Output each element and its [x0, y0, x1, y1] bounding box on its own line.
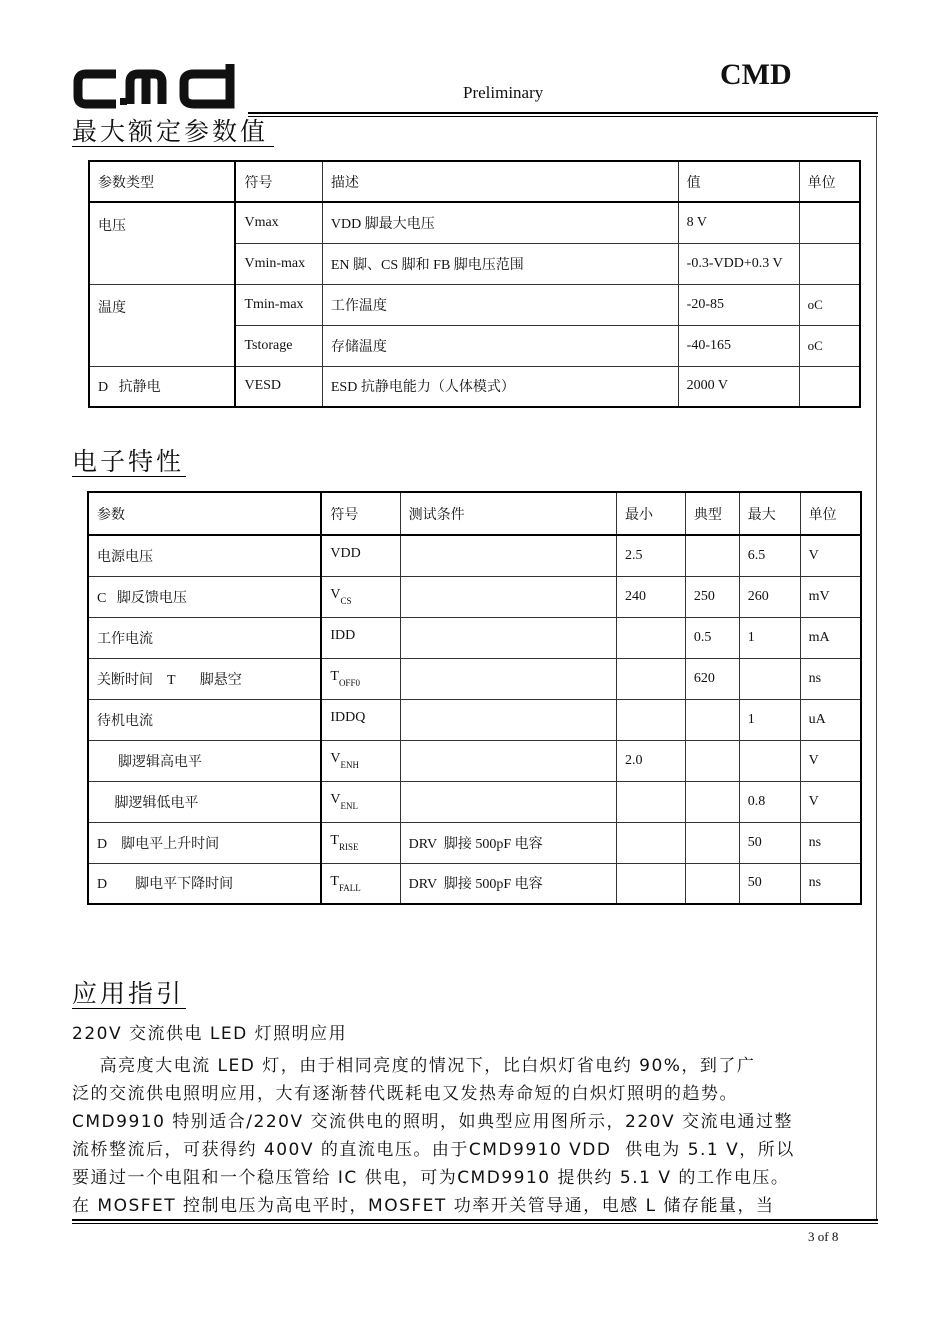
param-type-cell: 电压: [89, 202, 235, 284]
max-cell: [739, 740, 800, 781]
paragraph-line: 要通过一个电阻和一个稳压管给 IC 供电，可为CMD9910 提供约 5.1 V 的工作电压。: [72, 1168, 790, 1188]
max-cell: 1: [739, 617, 800, 658]
table-row: [88, 576, 861, 617]
max-cell: [739, 658, 800, 699]
param-cell: 工作电流: [88, 617, 321, 658]
unit-cell: [799, 202, 860, 243]
symbol-subscript: CS: [340, 596, 352, 606]
table-row: [89, 202, 860, 243]
desc-cell: ESD 抗静电能力（人体模式）: [322, 366, 678, 407]
symbol-cell: Tstorage: [235, 325, 322, 366]
symbol-text: T: [330, 833, 339, 848]
symbol-text: V: [330, 792, 341, 807]
desc-cell: 存储温度: [322, 325, 678, 366]
symbol-cell: [321, 617, 400, 658]
param-cell: C 脚反馈电压: [88, 576, 321, 617]
brand-title: CMD: [720, 58, 792, 91]
section-title-application: 应用指引: [72, 979, 185, 1008]
typ-cell: 250: [685, 576, 739, 617]
symbol-subscript: RISE: [338, 842, 359, 852]
desc-cell: EN 脚、CS 脚和 FB 脚电压范围: [322, 243, 678, 284]
symbol-cell: [321, 781, 400, 822]
max-cell: 50: [739, 863, 800, 904]
table-row: [88, 658, 861, 699]
typ-cell: [685, 535, 739, 576]
typ-cell: [685, 822, 739, 863]
section-title-max-ratings: 最大额定参数值: [72, 117, 269, 146]
max-cell: 260: [739, 576, 800, 617]
typ-cell: [685, 781, 739, 822]
unit-cell: uA: [800, 699, 861, 740]
symbol-subscript: FALL: [338, 882, 361, 893]
table-row: [89, 366, 860, 407]
table-row: [88, 535, 861, 576]
application-subtitle: 220V 交流供电 LED 灯照明应用: [72, 1024, 348, 1044]
condition-cell: [400, 576, 616, 617]
max-cell: 1: [739, 699, 800, 740]
unit-cell: oC: [799, 284, 860, 325]
min-cell: [617, 658, 686, 699]
column-header: 单位: [799, 161, 860, 202]
unit-cell: ns: [800, 658, 861, 699]
unit-cell: mV: [800, 576, 861, 617]
symbol-subscript: ENL: [340, 801, 358, 811]
unit-cell: oC: [799, 325, 860, 366]
value-cell: -40-165: [678, 325, 799, 366]
symbol-text: V: [330, 751, 341, 766]
header-rule-thin: [248, 116, 878, 117]
min-cell: [617, 822, 686, 863]
cmd-logo: [72, 64, 244, 114]
param-type-cell: D 抗静电: [89, 366, 235, 407]
unit-cell: ns: [800, 863, 861, 904]
min-cell: 2.0: [617, 740, 686, 781]
column-header: 典型: [685, 492, 739, 535]
symbol-cell: VESD: [235, 366, 322, 407]
symbol-cell: Vmin-max: [235, 243, 322, 284]
section-title-electrical: 电子特性: [72, 447, 185, 476]
table-row: [88, 617, 861, 658]
column-header: 符号: [321, 492, 400, 535]
table-row: [88, 822, 861, 863]
column-header: 符号: [235, 161, 322, 202]
symbol-text: T: [330, 669, 339, 684]
column-header: 参数: [88, 492, 321, 535]
column-header: 值: [678, 161, 799, 202]
desc-cell: VDD 脚最大电压: [322, 202, 678, 243]
typ-cell: 0.5: [685, 617, 739, 658]
section-underline: [72, 146, 274, 147]
table-row: [88, 740, 861, 781]
condition-cell: DRV 脚接 500pF 电容: [400, 863, 616, 904]
column-header: 单位: [800, 492, 861, 535]
param-type-cell: 温度: [89, 284, 235, 366]
footer-rule-thin: [72, 1223, 878, 1224]
condition-cell: [400, 699, 616, 740]
footer-rule: [72, 1219, 878, 1221]
unit-cell: [799, 243, 860, 284]
paragraph-line: 流桥整流后，可获得约 400V 的直流电压。由于CMD9910 VDD 供电为 5.1 V，所以: [72, 1140, 795, 1160]
electrical-characteristics-table: [87, 491, 862, 905]
param-cell: 待机电流: [88, 699, 321, 740]
unit-cell: V: [800, 781, 861, 822]
symbol-cell: [321, 863, 400, 904]
symbol-cell: [321, 576, 400, 617]
symbol-cell: [321, 699, 400, 740]
param-cell: D 脚电平上升时间: [88, 822, 321, 863]
param-cell: 电源电压: [88, 535, 321, 576]
max-cell: 0.8: [739, 781, 800, 822]
min-cell: [617, 863, 686, 904]
param-cell: 脚逻辑低电平: [88, 781, 321, 822]
value-cell: -20-85: [678, 284, 799, 325]
symbol-cell: Tmin-max: [235, 284, 322, 325]
section-underline: [72, 476, 186, 477]
max-cell: 50: [739, 822, 800, 863]
symbol-text: V: [330, 587, 341, 602]
symbol-cell: [321, 535, 400, 576]
desc-cell: 工作温度: [322, 284, 678, 325]
symbol-cell: [321, 658, 400, 699]
unit-cell: mA: [800, 617, 861, 658]
max-ratings-table: [88, 160, 861, 408]
table-row: [89, 284, 860, 325]
param-cell: 关断时间 T 脚悬空: [88, 658, 321, 699]
min-cell: 240: [617, 576, 686, 617]
paragraph-line: 泛的交流供电照明应用，大有逐渐替代既耗电又发热寿命短的白炽灯照明的趋势。: [72, 1084, 738, 1104]
min-cell: 2.5: [617, 535, 686, 576]
table-row: [88, 699, 861, 740]
param-cell: D 脚电平下降时间: [88, 863, 321, 904]
symbol-subscript: ENH: [340, 760, 359, 770]
table-row: [88, 781, 861, 822]
min-cell: [617, 699, 686, 740]
param-cell: 脚逻辑高电平: [88, 740, 321, 781]
symbol-text: IDDQ: [330, 710, 366, 725]
condition-cell: [400, 658, 616, 699]
unit-cell: ns: [800, 822, 861, 863]
application-paragraph: [72, 1052, 902, 1220]
symbol-cell: [321, 822, 400, 863]
unit-cell: [799, 366, 860, 407]
header-rule: [248, 112, 878, 114]
page-number: 3 of 8: [808, 1229, 839, 1244]
column-header: 描述: [322, 161, 678, 202]
value-cell: 8 V: [678, 202, 799, 243]
condition-cell: [400, 535, 616, 576]
value-cell: 2000 V: [678, 366, 799, 407]
condition-cell: [400, 617, 616, 658]
table-header-row: [89, 161, 860, 202]
min-cell: [617, 617, 686, 658]
max-cell: 6.5: [739, 535, 800, 576]
table-header-row: [88, 492, 861, 535]
paragraph-line: CMD9910 特别适合/220V 交流供电的照明，如典型应用图所示，220V 交流电通过整: [72, 1112, 793, 1132]
typ-cell: 620: [685, 658, 739, 699]
preliminary-label: Preliminary: [463, 83, 544, 102]
paragraph-line: 高亮度大电流 LED 灯，由于相同亮度的情况下，比白炽灯省电约 90%，到了广: [72, 1056, 756, 1076]
symbol-text: T: [330, 873, 339, 889]
column-header: 最小: [617, 492, 686, 535]
symbol-cell: Vmax: [235, 202, 322, 243]
unit-cell: V: [800, 535, 861, 576]
column-header: 最大: [739, 492, 800, 535]
paragraph-line: 在 MOSFET 控制电压为高电平时，MOSFET 功率开关管导通，电感 L 储存能量，当: [72, 1196, 775, 1216]
symbol-cell: [321, 740, 400, 781]
value-cell: -0.3-VDD+0.3 V: [678, 243, 799, 284]
table-row: [88, 863, 861, 904]
symbol-subscript: OFF0: [338, 678, 360, 688]
unit-cell: V: [800, 740, 861, 781]
condition-cell: [400, 740, 616, 781]
condition-cell: DRV 脚接 500pF 电容: [400, 822, 616, 863]
typ-cell: [685, 699, 739, 740]
typ-cell: [685, 740, 739, 781]
section-underline: [72, 1008, 186, 1009]
condition-cell: [400, 781, 616, 822]
symbol-text: IDD: [330, 628, 356, 643]
min-cell: [617, 781, 686, 822]
typ-cell: [685, 863, 739, 904]
symbol-text: VDD: [330, 546, 361, 562]
column-header: 参数类型: [89, 161, 235, 202]
column-header: 测试条件: [400, 492, 616, 535]
